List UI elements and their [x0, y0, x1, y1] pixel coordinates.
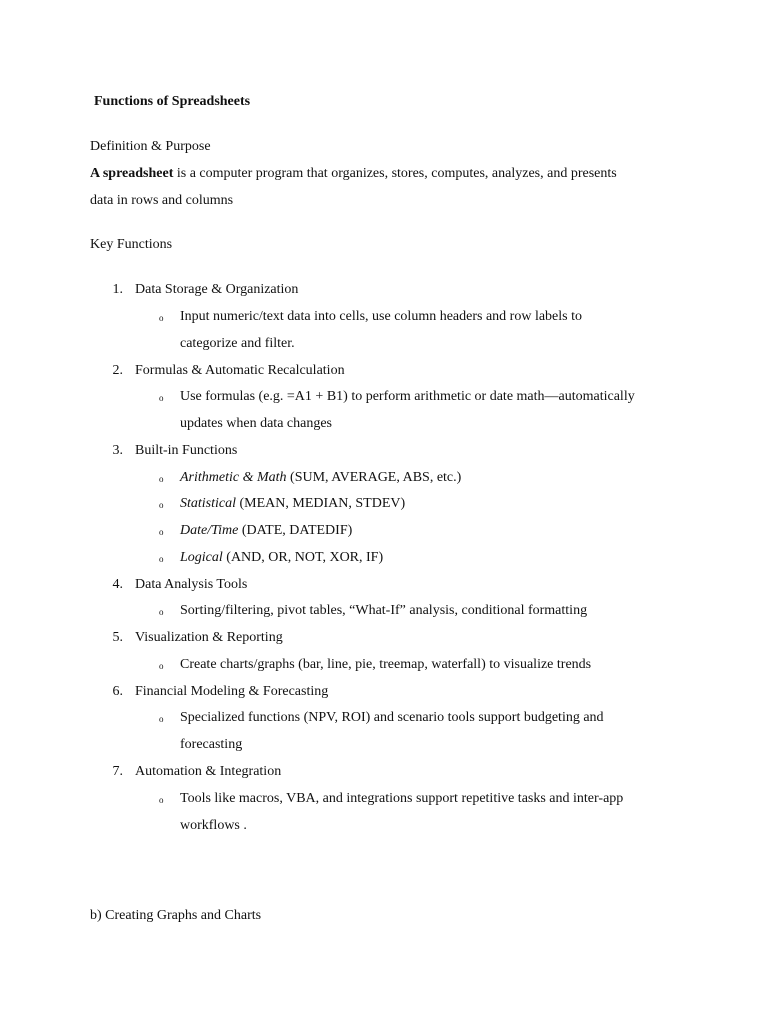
- bullet-icon: o: [159, 474, 164, 484]
- definition-text: is a computer program that organizes, stores, computes, analyzes, and presents: [173, 166, 617, 181]
- list-number: 1.: [112, 282, 123, 297]
- function-category: Statistical: [180, 496, 236, 511]
- bullet-icon: o: [159, 554, 164, 564]
- sub-item-text: forecasting: [180, 737, 243, 752]
- sub-item-text: Sorting/filtering, pivot tables, “What-If” analysis, conditional formatting: [180, 603, 588, 618]
- list-number: 2.: [112, 363, 123, 378]
- function-category: Date/Time: [180, 523, 239, 538]
- list-number: 6.: [112, 684, 123, 699]
- sub-item-text: Tools like macros, VBA, and integrations support repetitive tasks and inter-app: [180, 791, 624, 806]
- list-number: 5.: [112, 630, 123, 645]
- definition-line-2: data in rows and columns: [90, 193, 234, 208]
- bullet-icon: o: [159, 714, 164, 724]
- sub-item-text: updates when data changes: [180, 416, 332, 431]
- sub-item-text: [180, 469, 461, 487]
- function-list: (SUM, AVERAGE, ABS, etc.): [286, 470, 462, 485]
- bullet-icon: o: [159, 313, 164, 323]
- sub-item-text: workflows .: [180, 818, 247, 833]
- bullet-icon: o: [159, 795, 164, 805]
- definition-heading: Definition & Purpose: [90, 139, 211, 154]
- list-item-label: Visualization & Reporting: [135, 630, 283, 645]
- sub-item-text: [180, 495, 405, 513]
- function-category: Logical: [180, 550, 223, 565]
- page-title: Functions of Spreadsheets: [94, 94, 251, 109]
- bullet-icon: o: [159, 393, 164, 403]
- list-item-label: Data Storage & Organization: [135, 282, 299, 297]
- sub-item-text: [180, 549, 383, 567]
- list-number: 4.: [112, 577, 123, 592]
- definition-term: A spreadsheet: [90, 166, 174, 181]
- sub-item-text: Input numeric/text data into cells, use column headers and row labels to: [180, 309, 582, 324]
- bullet-icon: o: [159, 527, 164, 537]
- list-item-label: Automation & Integration: [135, 764, 282, 779]
- list-item-label: Financial Modeling & Forecasting: [135, 684, 329, 699]
- function-category: Arithmetic & Math: [180, 470, 287, 485]
- bullet-icon: o: [159, 500, 164, 510]
- bullet-icon: o: [159, 661, 164, 671]
- sub-item-text: Use formulas (e.g. =A1 + B1) to perform arithmetic or date math—automatically: [180, 389, 635, 404]
- bullet-icon: o: [159, 607, 164, 617]
- function-list: (AND, OR, NOT, XOR, IF): [222, 550, 384, 565]
- key-functions-heading: Key Functions: [90, 237, 173, 252]
- list-item-label: Formulas & Automatic Recalculation: [135, 363, 345, 378]
- function-list: (MEAN, MEDIAN, STDEV): [236, 496, 406, 511]
- list-number: 3.: [112, 443, 123, 458]
- function-list: (DATE, DATEDIF): [238, 523, 353, 538]
- list-number: 7.: [112, 764, 123, 779]
- list-item-label: Built-in Functions: [135, 443, 238, 458]
- definition-line-1: [90, 165, 617, 183]
- section-b-heading: b) Creating Graphs and Charts: [90, 908, 262, 923]
- sub-item-text: Specialized functions (NPV, ROI) and scenario tools support budgeting and: [180, 710, 604, 725]
- sub-item-text: Create charts/graphs (bar, line, pie, treemap, waterfall) to visualize trends: [180, 657, 592, 672]
- list-item-label: Data Analysis Tools: [135, 577, 248, 592]
- sub-item-text: categorize and filter.: [180, 336, 295, 351]
- sub-item-text: [180, 522, 352, 540]
